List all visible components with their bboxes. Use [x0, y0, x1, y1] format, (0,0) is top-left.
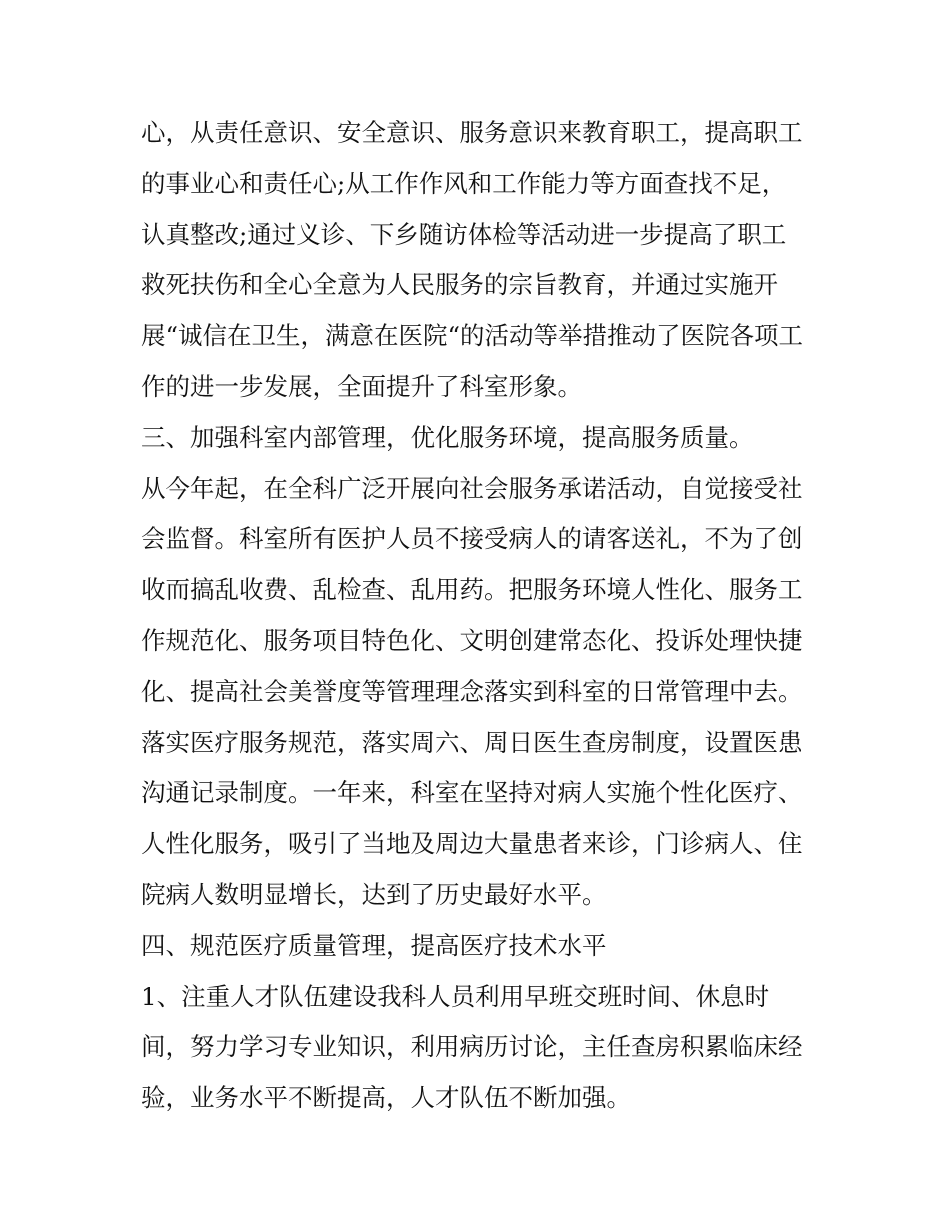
- text-line: 沟通记录制度。一年来，科室在坚持对病人实施个性化医疗、: [141, 778, 803, 808]
- text-line: 间，努力学习专业知识，利用病历讨论，主任查房积累临床经: [141, 1032, 803, 1062]
- text-line: 院病人数明显增长，达到了历史最好水平。: [141, 879, 607, 909]
- text-line: 展“诚信在卫生，满意在医院“的活动等举措推动了医院各项工: [141, 321, 804, 351]
- text-line: 作规范化、服务项目特色化、文明创建常态化、投诉处理快捷: [141, 625, 803, 655]
- text-line: 心，从责任意识、安全意识、服务意识来教育职工，提高职工: [141, 118, 803, 147]
- text-line: 化、提高社会美誉度等管理理念落实到科室的日常管理中去。: [141, 676, 803, 706]
- text-line: 会监督。科室所有医护人员不接受病人的请客送礼，不为了创: [141, 524, 803, 554]
- section-heading-3: 三、加强科室内部管理，优化服务环境，提高服务质量。: [141, 422, 754, 452]
- document-body: [141, 108, 831, 1124]
- text-line: 1、注重人才队伍建设我科人员利用早班交班时间、休息时: [141, 981, 770, 1011]
- text-line: 人性化服务，吸引了当地及周边大量患者来诊，门诊病人、住: [141, 829, 803, 859]
- text-line: 救死扶伤和全心全意为人民服务的宗旨教育，并通过实施开: [141, 270, 778, 300]
- text-line: 收而搞乱收费、乱检查、乱用药。把服务环境人性化、服务工: [141, 575, 803, 605]
- text-line: 的事业心和责任心;从工作作风和工作能力等方面查找不足，: [141, 168, 787, 198]
- section-heading-4: 四、规范医疗质量管理，提高医疗技术水平: [141, 930, 607, 960]
- text-line: 落实医疗服务规范，落实周六、周日医生查房制度，设置医患: [141, 727, 803, 757]
- text-line: 从今年起，在全科广泛开展向社会服务承诺活动，自觉接受社: [141, 473, 803, 503]
- text-line: 认真整改;通过义诊、下乡随访体检等活动进一步提高了职工: [141, 219, 787, 249]
- text-line: 作的进一步发展，全面提升了科室形象。: [141, 371, 582, 401]
- text-line: 验，业务水平不断提高，人才队伍不断加强。: [141, 1083, 631, 1113]
